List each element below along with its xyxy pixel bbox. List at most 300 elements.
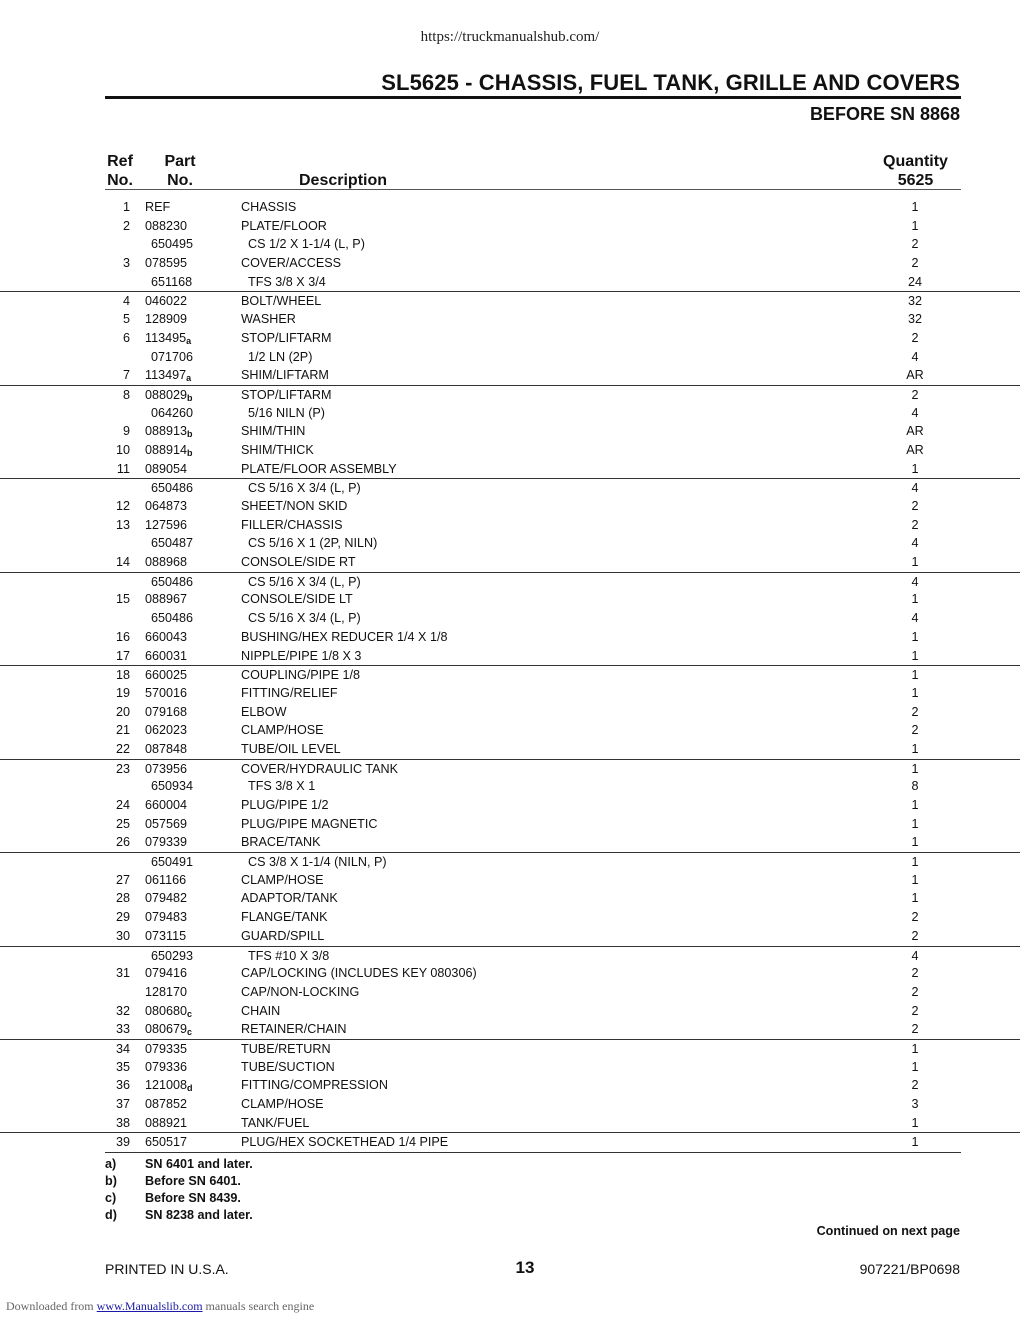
table-row	[0, 777, 1020, 796]
part-description: TFS #10 X 3/8	[248, 948, 330, 963]
part-number	[145, 553, 187, 572]
footnote-text: SN 6401 and later.	[145, 1157, 253, 1171]
ref-number: 3	[122, 256, 130, 271]
part-number-value: 057569	[145, 816, 188, 831]
table-row	[0, 553, 1020, 572]
part-description: BRACE/TANK	[241, 835, 321, 850]
quantity: 1	[911, 218, 919, 233]
title-divider	[105, 96, 961, 99]
quantity: 2	[911, 1078, 919, 1093]
part-description: PLATE/FLOOR ASSEMBLY	[241, 461, 397, 476]
part-number-value: 088967	[145, 592, 188, 607]
quantity: 8	[911, 779, 919, 794]
quantity: AR	[906, 368, 924, 383]
ref-number: 32	[115, 1003, 130, 1018]
page-number: 13	[515, 1258, 535, 1277]
ref-number: 9	[122, 424, 130, 439]
part-number-value: 088230	[145, 218, 188, 233]
ref-number: 39	[115, 1135, 130, 1150]
download-prefix: Downloaded from	[6, 1299, 94, 1313]
quantity: 1	[911, 835, 919, 850]
part-number	[145, 703, 187, 722]
part-number-value: REF	[145, 200, 171, 214]
header-divider	[105, 189, 961, 190]
part-number	[145, 908, 187, 927]
part-number	[145, 254, 187, 273]
part-description: CONSOLE/SIDE RT	[241, 555, 356, 570]
part-number	[151, 573, 193, 592]
part-number-value: 650486	[151, 611, 194, 626]
ref-number: 30	[115, 928, 130, 943]
quantity: 1	[911, 1115, 919, 1130]
part-description: COVER/HYDRAULIC TANK	[241, 761, 398, 776]
part-description: RETAINER/CHAIN	[241, 1022, 347, 1037]
part-number-value: 079168	[145, 704, 188, 719]
footnote-marker: a	[186, 373, 192, 384]
table-row	[0, 740, 1020, 759]
part-number	[145, 964, 187, 983]
part-number-value: 073115	[145, 928, 187, 943]
part-number	[145, 760, 187, 779]
part-number	[151, 609, 193, 628]
ref-number: 33	[115, 1022, 130, 1037]
part-number-value: 079335	[145, 1041, 188, 1056]
column-header-quantity	[868, 152, 963, 190]
manualslib-link[interactable]: www.Manualslib.com	[96, 1299, 203, 1313]
column-header-ref-line2: No.	[107, 172, 133, 189]
quantity: 1	[911, 629, 919, 644]
ref-number: 28	[115, 891, 130, 906]
part-number-value: 651168	[151, 274, 193, 289]
part-description: TUBE/RETURN	[241, 1041, 331, 1056]
ref-number: 22	[115, 741, 130, 756]
part-number-value: 061166	[145, 872, 187, 887]
part-number-value: 079336	[145, 1059, 188, 1074]
quantity: 1	[911, 685, 919, 700]
quantity: 1	[911, 648, 919, 663]
table-row	[0, 497, 1020, 516]
part-number-value: 650486	[151, 481, 194, 496]
table-row	[0, 310, 1020, 329]
part-number	[145, 366, 191, 385]
part-number	[145, 590, 187, 609]
quantity: 1	[911, 461, 919, 476]
page-title: SL5625 - CHASSIS, FUEL TANK, GRILLE AND COVERS	[381, 70, 960, 95]
table-row	[0, 366, 1020, 385]
table-row	[0, 983, 1020, 1002]
part-number	[145, 721, 187, 740]
part-number	[145, 198, 170, 217]
ref-number: 16	[115, 629, 130, 644]
part-description: CS 5/16 X 3/4 (L, P)	[248, 611, 361, 626]
part-number-value: 660004	[145, 798, 188, 812]
footnote-marker: b	[187, 447, 193, 458]
column-header-ref	[105, 152, 135, 190]
part-description: CS 5/16 X 3/4 (L, P)	[248, 481, 361, 496]
footnote-marker: d	[187, 1083, 193, 1094]
table-row	[0, 235, 1020, 254]
footnote-text: Before SN 8439.	[145, 1191, 241, 1205]
part-description: CS 1/2 X 1-1/4 (L, P)	[248, 237, 365, 252]
part-number-value: 088968	[145, 555, 188, 570]
quantity: 4	[911, 536, 919, 551]
part-number	[145, 647, 187, 666]
part-description: BUSHING/HEX REDUCER 1/4 X 1/8	[241, 629, 448, 644]
ref-number: 12	[115, 499, 130, 513]
part-number	[145, 217, 187, 236]
part-number-value: 650487	[151, 536, 194, 551]
part-description: TUBE/SUCTION	[241, 1059, 335, 1074]
column-header-ref-line1: Ref	[107, 153, 133, 170]
table-row	[0, 964, 1020, 983]
column-header-part-line1: Part	[164, 153, 196, 170]
column-header-part-line2: No.	[167, 172, 193, 189]
part-description: TUBE/OIL LEVEL	[241, 741, 341, 756]
parts-table	[0, 198, 1020, 1151]
quantity: 2	[911, 517, 919, 532]
part-number-value: 079339	[145, 835, 188, 850]
part-number	[145, 628, 187, 647]
page-subtitle: BEFORE SN 8868	[809, 104, 960, 124]
part-description: FITTING/COMPRESSION	[241, 1078, 388, 1093]
download-attribution	[6, 1299, 314, 1314]
ref-number: 37	[115, 1097, 130, 1111]
table-row	[0, 404, 1020, 423]
quantity: 2	[911, 1003, 919, 1018]
quantity: 1	[911, 555, 919, 570]
quantity: 2	[911, 256, 919, 271]
quantity: 2	[911, 330, 919, 345]
part-number	[145, 833, 187, 852]
quantity: 1	[911, 761, 919, 776]
part-number-value: 650495	[151, 237, 194, 252]
part-description: TFS 3/8 X 1	[248, 779, 316, 794]
part-number	[151, 348, 193, 367]
table-row	[0, 590, 1020, 609]
ref-number: 26	[115, 835, 130, 850]
part-number-value: 087848	[145, 741, 188, 756]
table-row	[0, 1114, 1020, 1133]
table-row	[0, 871, 1020, 890]
quantity: 4	[911, 611, 919, 626]
table-row	[0, 815, 1020, 834]
part-number	[145, 983, 187, 1002]
part-number-value: 570016	[145, 685, 188, 700]
part-number-value: 121008	[145, 1078, 188, 1093]
part-number-value: 079483	[145, 910, 188, 925]
table-row	[0, 796, 1020, 815]
quantity: 1	[911, 1135, 919, 1150]
part-number-value: 660031	[145, 648, 188, 663]
part-description: SHIM/THIN	[241, 424, 306, 439]
part-description: TANK/FUEL	[241, 1115, 310, 1130]
part-description: STOP/LIFTARM	[241, 330, 332, 345]
quantity: 1	[911, 200, 919, 214]
ref-number: 20	[115, 704, 130, 719]
part-description: 5/16 NILN (P)	[248, 405, 325, 420]
part-description: STOP/LIFTARM	[241, 387, 332, 402]
part-number	[151, 853, 193, 872]
part-description: PLUG/HEX SOCKETHEAD 1/4 PIPE	[241, 1135, 449, 1150]
quantity: 1	[911, 592, 919, 607]
ref-number: 10	[115, 442, 130, 457]
quantity: 2	[911, 966, 919, 981]
part-number	[145, 1058, 187, 1077]
part-number	[145, 815, 187, 834]
part-number	[145, 796, 187, 815]
table-row	[0, 665, 1020, 684]
footnote-key: b)	[105, 1174, 117, 1188]
part-number-value: 660025	[145, 668, 188, 683]
ref-number: 11	[116, 461, 130, 476]
footnote-marker: c	[187, 1027, 193, 1038]
part-number	[145, 1002, 192, 1021]
part-description: CAP/NON-LOCKING	[241, 984, 360, 999]
part-number-value: 660043	[145, 629, 188, 644]
quantity: 1	[911, 1059, 919, 1074]
ref-number: 6	[122, 330, 130, 345]
part-number-value: 078595	[145, 256, 188, 271]
table-row	[0, 833, 1020, 852]
table-row	[0, 852, 1020, 871]
download-suffix: manuals search engine	[202, 1299, 315, 1313]
quantity: 2	[911, 704, 919, 719]
part-number	[145, 740, 187, 759]
part-number	[151, 534, 193, 553]
part-number	[145, 441, 193, 460]
part-number	[145, 1040, 187, 1059]
quantity: 1	[911, 741, 919, 756]
table-row	[0, 721, 1020, 740]
quantity: 2	[911, 910, 919, 925]
part-description: CLAMP/HOSE	[241, 1097, 324, 1111]
quantity: 32	[907, 312, 922, 327]
column-header-quantity-line2: 5625	[897, 172, 934, 189]
quantity: 1	[911, 855, 919, 870]
part-description: ELBOW	[241, 704, 287, 719]
part-number	[145, 1133, 187, 1152]
table-row	[0, 1020, 1020, 1039]
table-row	[0, 198, 1020, 217]
column-header-description: Description	[299, 172, 388, 189]
table-row	[0, 759, 1020, 778]
table-row	[0, 329, 1020, 348]
part-number-value: 087852	[145, 1097, 188, 1111]
ref-number: 29	[115, 910, 130, 925]
ref-number: 2	[122, 218, 130, 233]
quantity: 2	[911, 1022, 919, 1037]
quantity: 2	[911, 723, 919, 738]
ref-number: 23	[115, 761, 130, 776]
table-row	[0, 609, 1020, 628]
footnote-key: a)	[105, 1157, 117, 1171]
ref-number: 35	[115, 1059, 130, 1074]
part-number	[151, 947, 193, 966]
part-description: CS 5/16 X 1 (2P, NILN)	[248, 536, 378, 551]
footnote-marker: b	[187, 429, 193, 440]
ref-number: 17	[115, 648, 130, 663]
part-number-value: 079482	[145, 891, 188, 906]
part-number	[151, 777, 193, 796]
part-number-value: 088921	[145, 1115, 188, 1130]
ref-number: 19	[115, 685, 130, 700]
ref-number: 24	[115, 798, 130, 812]
part-number-value: 650293	[151, 948, 194, 963]
table-row	[0, 1076, 1020, 1095]
part-number	[145, 1095, 187, 1114]
part-description: CAP/LOCKING (INCLUDES KEY 080306)	[241, 966, 477, 981]
table-row	[0, 385, 1020, 404]
ref-number: 14	[115, 555, 130, 570]
part-number	[145, 684, 187, 703]
quantity: 2	[911, 984, 919, 999]
ref-number: 18	[115, 668, 130, 683]
ref-number: 1	[122, 200, 130, 214]
ref-number: 7	[122, 368, 130, 383]
quantity: 1	[911, 1041, 919, 1056]
table-row	[0, 946, 1020, 965]
quantity: 1	[911, 668, 919, 683]
footnote-marker: b	[187, 392, 193, 403]
footnote-key: c)	[105, 1191, 117, 1205]
part-number-value: 650517	[145, 1135, 188, 1150]
part-number	[145, 666, 187, 685]
part-number	[145, 871, 186, 890]
table-row	[0, 703, 1020, 722]
part-description: CHASSIS	[241, 200, 297, 214]
part-number-value: 080679	[145, 1022, 188, 1037]
footnote-marker: c	[187, 1008, 193, 1019]
part-number-value: 064873	[145, 499, 188, 513]
table-row	[0, 1095, 1020, 1114]
table-row	[0, 478, 1020, 497]
part-number	[145, 1020, 192, 1039]
part-description: GUARD/SPILL	[241, 928, 325, 943]
table-row	[0, 348, 1020, 367]
part-number-value: 071706	[151, 349, 194, 364]
quantity: 4	[911, 349, 919, 364]
part-number-value: 650486	[151, 574, 194, 589]
part-description: COUPLING/PIPE 1/8	[241, 668, 360, 683]
table-row	[0, 1132, 1020, 1151]
ref-number: 31	[115, 966, 130, 981]
part-number-value: 046022	[145, 294, 188, 309]
part-description: PLUG/PIPE 1/2	[241, 798, 329, 812]
quantity: 2	[911, 928, 919, 943]
part-description: SHEET/NON SKID	[241, 499, 348, 513]
table-row	[0, 927, 1020, 946]
continued-note: Continued on next page	[816, 1224, 960, 1238]
ref-number: 25	[115, 816, 130, 831]
column-header-quantity-line1: Quantity	[883, 153, 948, 170]
footnote-key: d)	[105, 1208, 117, 1222]
part-number	[145, 310, 187, 329]
table-row	[0, 273, 1020, 292]
part-number	[145, 329, 191, 348]
quantity: AR	[906, 442, 924, 457]
part-description: PLATE/FLOOR	[241, 218, 327, 233]
part-description: FILLER/CHASSIS	[241, 517, 343, 532]
quantity: 1	[911, 872, 919, 887]
table-row	[0, 684, 1020, 703]
quantity: 4	[911, 574, 919, 589]
part-number-value: 088914	[145, 442, 188, 457]
table-row	[0, 422, 1020, 441]
part-description: NIPPLE/PIPE 1/8 X 3	[241, 648, 362, 663]
part-description: PLUG/PIPE MAGNETIC	[241, 816, 378, 831]
footnote-text: SN 8238 and later.	[145, 1208, 253, 1222]
part-description: SHIM/LIFTARM	[241, 368, 329, 383]
part-number	[151, 273, 192, 292]
ref-number: 4	[122, 294, 130, 309]
ref-number: 38	[115, 1115, 130, 1130]
quantity: AR	[906, 424, 924, 439]
quantity: 1	[911, 816, 919, 831]
quantity: 4	[911, 405, 919, 420]
part-number	[145, 927, 186, 946]
part-description: FITTING/RELIEF	[241, 685, 338, 700]
part-number-value: 064260	[151, 405, 194, 420]
table-row	[0, 254, 1020, 273]
part-description: CLAMP/HOSE	[241, 872, 324, 887]
column-header-part	[160, 152, 200, 190]
ref-number: 13	[115, 517, 130, 532]
part-number	[145, 497, 187, 516]
table-row	[0, 217, 1020, 236]
part-number-value: 062023	[145, 723, 188, 738]
part-number	[145, 1114, 187, 1133]
quantity: 4	[911, 948, 919, 963]
part-number	[151, 404, 193, 423]
quantity: 3	[911, 1097, 919, 1111]
table-row	[0, 628, 1020, 647]
part-description: FLANGE/TANK	[241, 910, 328, 925]
ref-number: 5	[122, 312, 130, 327]
source-url: https://truckmanualshub.com/	[420, 29, 600, 45]
printed-in-label: PRINTED IN U.S.A.	[105, 1261, 229, 1277]
ref-number: 34	[115, 1041, 130, 1056]
table-row	[0, 647, 1020, 666]
quantity: 1	[911, 891, 919, 906]
table-row	[0, 460, 1020, 479]
table-row	[0, 889, 1020, 908]
part-number	[145, 460, 187, 479]
part-description: CHAIN	[241, 1003, 281, 1018]
table-row	[0, 516, 1020, 535]
table-row	[0, 1002, 1020, 1021]
part-number-value: 079416	[145, 966, 188, 981]
part-description: COVER/ACCESS	[241, 256, 342, 271]
footnote-text: Before SN 6401.	[145, 1174, 241, 1188]
table-row	[0, 572, 1020, 591]
part-number-value: 080680	[145, 1003, 188, 1018]
part-description: WASHER	[241, 312, 296, 327]
part-number-value: 073956	[145, 761, 188, 776]
part-number-value: 128909	[145, 312, 188, 327]
part-number-value: 088913	[145, 424, 188, 439]
table-row	[0, 291, 1020, 310]
ref-number: 21	[115, 723, 130, 738]
part-number	[151, 479, 193, 498]
table-row	[0, 441, 1020, 460]
ref-number: 15	[115, 592, 130, 607]
part-number	[145, 422, 193, 441]
part-description: BOLT/WHEEL	[241, 294, 322, 309]
part-number	[145, 516, 187, 535]
part-number-value: 127596	[145, 517, 188, 532]
part-number	[145, 889, 187, 908]
table-bottom-divider	[105, 1152, 961, 1153]
